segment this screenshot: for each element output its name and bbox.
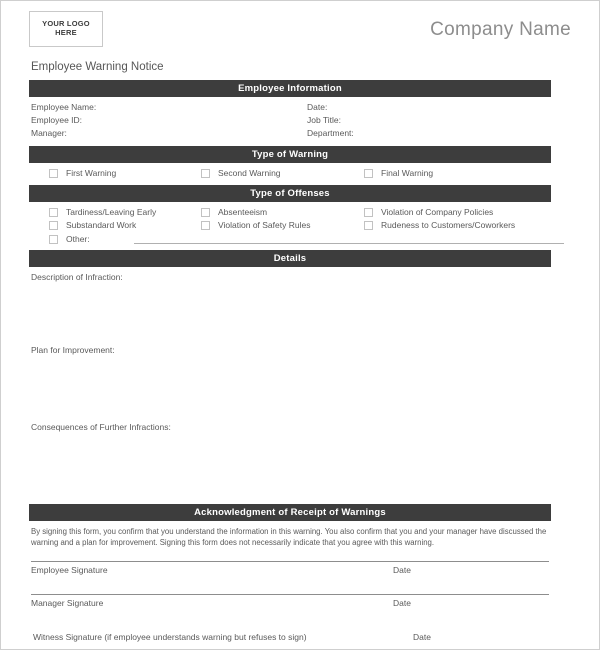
checkbox-label: Substandard Work	[66, 220, 137, 230]
witness-signature-label: Witness Signature (if employee understands warning but refuses to sign)	[33, 631, 307, 642]
section-header-employee-information: Employee Information	[29, 80, 551, 97]
checkbox-label: Violation of Company Policies	[381, 207, 494, 217]
checkbox-absenteeism[interactable]	[201, 207, 364, 217]
acknowledgment-text: By signing this form, you confirm that you understand the information in this warning. You also confirm that you and your manager have discussed the warning and a plan for improvement. Signing this form does not necessarily indicate that you agree with this warning.	[31, 527, 547, 548]
logo-placeholder[interactable]	[29, 11, 103, 47]
detail-input-consequences[interactable]	[29, 432, 577, 504]
manager-date-label: Date	[393, 597, 411, 608]
checkbox-tardiness[interactable]	[49, 207, 201, 217]
manager-signature-label: Manager Signature	[31, 597, 104, 608]
checkbox-label: Second Warning	[218, 168, 281, 178]
company-name: Company Name	[430, 19, 571, 40]
checkbox-icon[interactable]	[49, 169, 58, 178]
field-manager: Manager:	[31, 128, 67, 138]
page-header	[29, 11, 577, 57]
checkbox-substandard-work[interactable]	[49, 220, 201, 230]
checkbox-icon[interactable]	[364, 208, 373, 217]
checkbox-icon[interactable]	[201, 208, 210, 217]
employee-signature-label: Employee Signature	[31, 564, 108, 575]
detail-label-plan: Plan for Improvement:	[31, 345, 115, 355]
checkbox-icon[interactable]	[201, 221, 210, 230]
checkbox-label: Absenteeism	[218, 207, 268, 217]
checkbox-icon[interactable]	[201, 169, 210, 178]
checkbox-label: Violation of Safety Rules	[218, 220, 311, 230]
checkbox-label: Rudeness to Customers/Coworkers	[381, 220, 516, 230]
checkbox-violation-safety-rules[interactable]	[201, 220, 364, 230]
field-date: Date:	[307, 102, 328, 112]
field-employee-id: Employee ID:	[31, 115, 83, 125]
checkbox-icon[interactable]	[49, 208, 58, 217]
type-of-warning-options	[49, 168, 577, 178]
checkbox-label: First Warning	[66, 168, 117, 178]
signature-block	[31, 561, 577, 642]
witness-signature-labels	[33, 632, 577, 642]
checkbox-violation-company-policies[interactable]	[364, 207, 577, 217]
checkbox-second-warning[interactable]	[201, 168, 364, 178]
checkbox-other-icon[interactable]	[49, 235, 58, 244]
employee-signature-labels	[31, 562, 577, 575]
offense-other-row[interactable]	[49, 234, 577, 244]
section-header-type-of-offenses: Type of Offenses	[29, 185, 551, 202]
detail-label-consequences: Consequences of Further Infractions:	[31, 422, 171, 432]
checkbox-first-warning[interactable]	[49, 168, 201, 178]
checkbox-rudeness[interactable]	[364, 220, 577, 230]
checkbox-icon[interactable]	[364, 169, 373, 178]
logo-line-2: HERE	[55, 28, 77, 37]
section-header-type-of-warning: Type of Warning	[29, 146, 551, 163]
offense-other-label: Other:	[66, 234, 90, 244]
detail-input-plan[interactable]	[29, 355, 577, 422]
manager-signature-labels	[31, 595, 577, 608]
checkbox-icon[interactable]	[364, 221, 373, 230]
section-header-details: Details	[29, 250, 551, 267]
employee-date-label: Date	[393, 564, 411, 575]
offense-other-input[interactable]	[134, 234, 564, 244]
signature-spacer	[31, 575, 577, 594]
employee-information-fields	[31, 102, 577, 138]
detail-input-description[interactable]	[29, 282, 577, 345]
field-department: Department:	[307, 128, 354, 138]
detail-label-description: Description of Infraction:	[31, 272, 123, 282]
page-title: Employee Warning Notice	[31, 61, 164, 73]
checkbox-icon[interactable]	[49, 221, 58, 230]
type-of-offenses-options	[49, 207, 577, 230]
logo-line-1: YOUR LOGO	[42, 19, 90, 29]
field-employee-name: Employee Name:	[31, 102, 97, 112]
checkbox-final-warning[interactable]	[364, 168, 577, 178]
checkbox-label: Tardiness/Leaving Early	[66, 207, 157, 217]
section-header-acknowledgment: Acknowledgment of Receipt of Warnings	[29, 504, 551, 521]
field-job-title: Job Title:	[307, 115, 342, 125]
checkbox-label: Final Warning	[381, 168, 434, 178]
witness-date-label: Date	[413, 631, 431, 642]
